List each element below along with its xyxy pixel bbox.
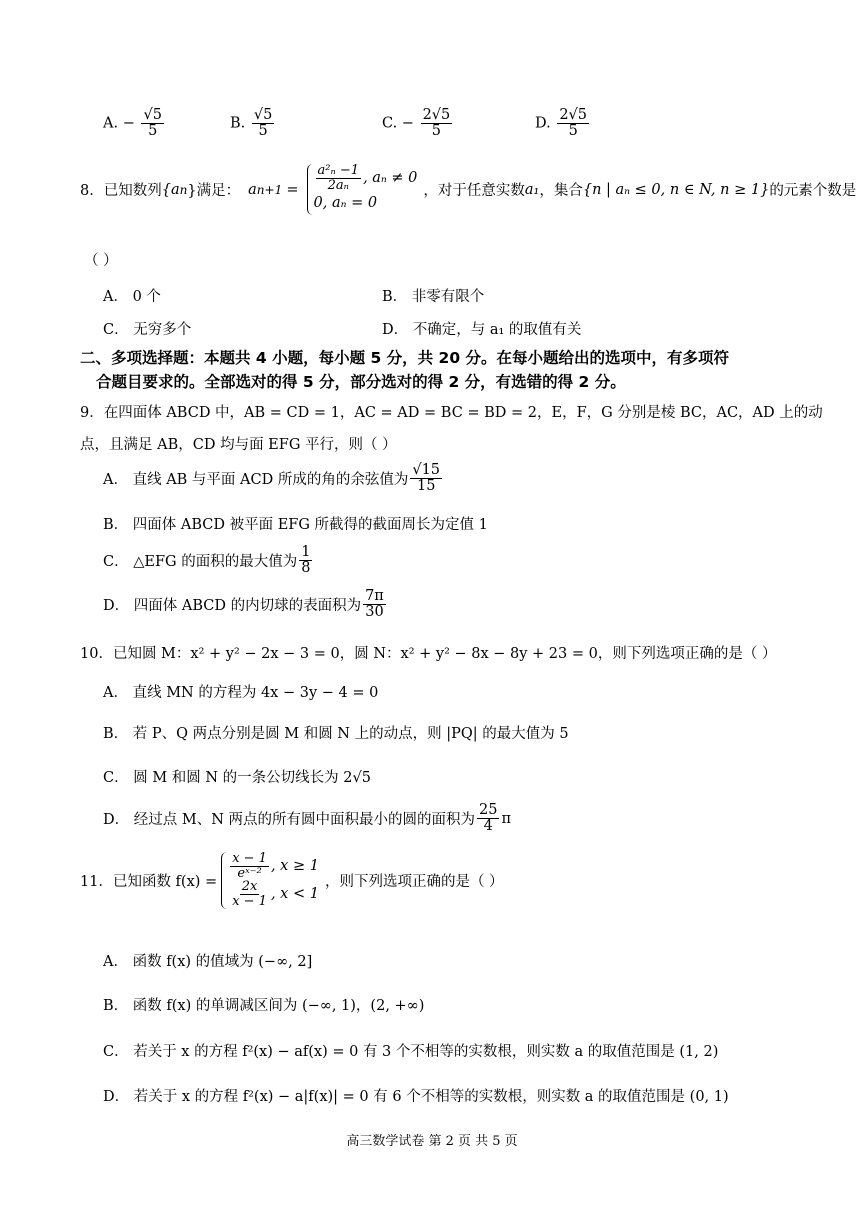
- fraction-denominator: 5: [431, 123, 442, 140]
- q10-stem: 10．已知圆 M：x² + y² − 2x − 3 = 0，圆 N：x² + y² − 8x − 8y + 23 = 0，则下列选项正确的是（ ）: [80, 646, 777, 662]
- q7-option-a: [103, 108, 166, 139]
- fraction-numerator: 2√5: [422, 107, 451, 123]
- q8-a1: a₁: [524, 181, 540, 198]
- fraction-numerator: √5: [143, 107, 162, 123]
- fraction-numerator: 1: [301, 544, 311, 560]
- q8-answer-paren: （ ）: [84, 253, 118, 269]
- q11-case1-fraction: [230, 852, 269, 880]
- q11-stem: [80, 852, 504, 909]
- q7-option-c: [382, 108, 454, 139]
- q10-option-c: C． 圆 M 和圆 N 的一条公切线长为 2√5: [103, 770, 371, 786]
- option-fraction: [421, 108, 453, 139]
- fraction-numerator: 7π: [365, 588, 384, 604]
- q9-option-b: B． 四面体 ABCD 被平面 EFG 所截得的截面周长为定值 1: [103, 517, 488, 533]
- q8-mid: ，对于任意实数: [423, 183, 525, 200]
- fraction-denominator: 5: [568, 123, 578, 140]
- q8-piecewise: [307, 164, 418, 215]
- q9-option-d: [103, 589, 388, 620]
- fraction-numerator: √15: [412, 462, 441, 478]
- option-fraction: [410, 463, 442, 494]
- fraction-numerator: a²ₙ −1: [317, 163, 360, 178]
- q8-case2: 0, aₙ = 0: [313, 195, 378, 212]
- q11-piecewise: [221, 852, 319, 909]
- fraction-denominator: 30: [365, 604, 384, 621]
- fraction-numerator: x − 1: [232, 851, 267, 866]
- q10-option-a: A． 直线 MN 的方程为 4x − 3y − 4 = 0: [103, 685, 379, 701]
- q11-option-d: D． 若关于 x 的方程 f²(x) − a|f(x)| = 0 有 6 个不相等的实数根，则实数 a 的取值范围是 (0, 1): [103, 1089, 729, 1105]
- q8-rec-lhs: a: [248, 181, 257, 198]
- q8-seq: {a: [161, 181, 180, 198]
- fraction-numerator: √5: [253, 107, 273, 123]
- option-text: D． 四面体 ABCD 的内切球的表面积为: [103, 598, 362, 615]
- fraction-denominator: x − 1: [232, 893, 267, 909]
- fraction-denominator: 4: [483, 818, 493, 835]
- q11-option-c: C． 若关于 x 的方程 f²(x) − af(x) = 0 有 3 个不相等的实数根，则实数 a 的取值范围是 (1, 2): [103, 1044, 719, 1060]
- option-label: C.: [382, 115, 398, 132]
- fraction-denominator: 5: [148, 123, 158, 140]
- option-fraction: [252, 108, 274, 139]
- q9-option-c: [103, 545, 314, 576]
- option-fraction: [141, 108, 163, 139]
- option-sign: −: [401, 115, 414, 132]
- fraction-denominator: 8: [301, 560, 311, 577]
- option-tail: π: [501, 810, 511, 827]
- q9-stem-line1: 9．在四面体 ABCD 中，AB = CD = 1，AC = AD = BC = BD = 2，E，F，G 分别是棱 BC，AC，AD 上的动: [80, 405, 823, 421]
- q11-option-a: A． 函数 f(x) 的值域为 (−∞, 2]: [103, 954, 313, 970]
- fraction-numerator: 2x: [241, 879, 258, 895]
- option-label: A.: [103, 115, 119, 132]
- q11-option-b: B． 函数 f(x) 的单调减区间为 (−∞, 1)，(2, +∞): [103, 998, 425, 1014]
- q8-case1-fraction: [316, 164, 362, 192]
- option-label: D.: [535, 115, 551, 132]
- q11-case2-cond: , x < 1: [270, 885, 319, 902]
- section-heading-line1: 二、多项选择题：本题共 4 小题，每小题 5 分，共 20 分。在每小题给出的选项中，有多项符: [80, 349, 730, 367]
- q8-option-a: A． 0 个: [103, 289, 161, 305]
- option-fraction: [363, 589, 386, 620]
- q11-case1-cond: , x ≥ 1: [270, 857, 319, 874]
- fraction-denominator: 15: [416, 478, 436, 495]
- option-fraction: [299, 545, 312, 576]
- q8-seq-end: }满足：: [187, 183, 241, 200]
- section-heading-line2: 合题目要求的。全部选对的得 5 分，部分选对的得 2 分，有选错的得 2 分。: [96, 373, 626, 391]
- q8-end: 的元素个数是: [769, 183, 857, 200]
- q11-suffix: ，则下列选项正确的是（ ）: [324, 873, 504, 890]
- option-sign: −: [122, 115, 135, 132]
- option-text: C． △EFG 的面积的最大值为: [103, 554, 298, 571]
- q7-option-b: [230, 108, 276, 139]
- option-text: A． 直线 AB 与平面 ACD 所成的角的余弦值为: [103, 472, 409, 489]
- q10-option-b: B． 若 P、Q 两点分别是圆 M 和圆 N 上的动点，则 |PQ| 的最大值为 5: [103, 726, 569, 742]
- q10-option-d: [103, 803, 511, 834]
- q8-option-d: D． 不确定，与 a₁ 的取值有关: [382, 322, 582, 338]
- q11-case2-fraction: [230, 880, 269, 908]
- q8-prefix: 8．已知数列: [80, 183, 162, 200]
- q8-set: {n | aₙ ≤ 0, n ∈ N, n ≥ 1}: [582, 181, 770, 198]
- q8-rec-lhs-sub: n+1: [256, 182, 283, 197]
- q9-stem-line2: 点，且满足 AB，CD 均与面 EFG 平行，则（ ）: [80, 437, 397, 453]
- q8-option-b: B． 非零有限个: [382, 289, 485, 305]
- option-text: D． 经过点 M、N 两点的所有圆中面积最小的圆的面积为: [103, 812, 475, 829]
- q8-option-c: C． 无穷多个: [103, 322, 192, 338]
- q9-option-a: [103, 463, 444, 494]
- fraction-denominator: eˣ⁻²: [237, 865, 262, 881]
- fraction-denominator: 5: [258, 123, 268, 140]
- option-fraction: [477, 803, 499, 834]
- option-fraction: [557, 108, 589, 139]
- option-label: B.: [230, 115, 246, 132]
- q11-prefix: 11．已知函数 f(x) =: [80, 873, 218, 890]
- page-footer: 高三数学试卷 第 2 页 共 5 页: [346, 1134, 518, 1149]
- q8-seq-sub: n: [179, 182, 188, 197]
- q8-mid2: ，集合: [539, 183, 583, 200]
- fraction-numerator: 25: [479, 802, 498, 818]
- q7-option-d: [535, 108, 591, 139]
- q8-stem: 8．已知数列 {a n }满足： a n+1 = $\frac{\text{a²ₙ −1}}{\text{2aₙ}}$ , aₙ ≠ 0 0, aₙ = 0 ，对于任意实数 a₁ ，集合 {n | aₙ ≤ 0, n ∈ N, n ≥ 1} 的元素个数是: [80, 164, 856, 215]
- fraction-numerator: 2√5: [559, 107, 588, 123]
- q8-case1-cond: , aₙ ≠ 0: [363, 169, 418, 186]
- fraction-denominator: 2aₙ: [327, 177, 349, 193]
